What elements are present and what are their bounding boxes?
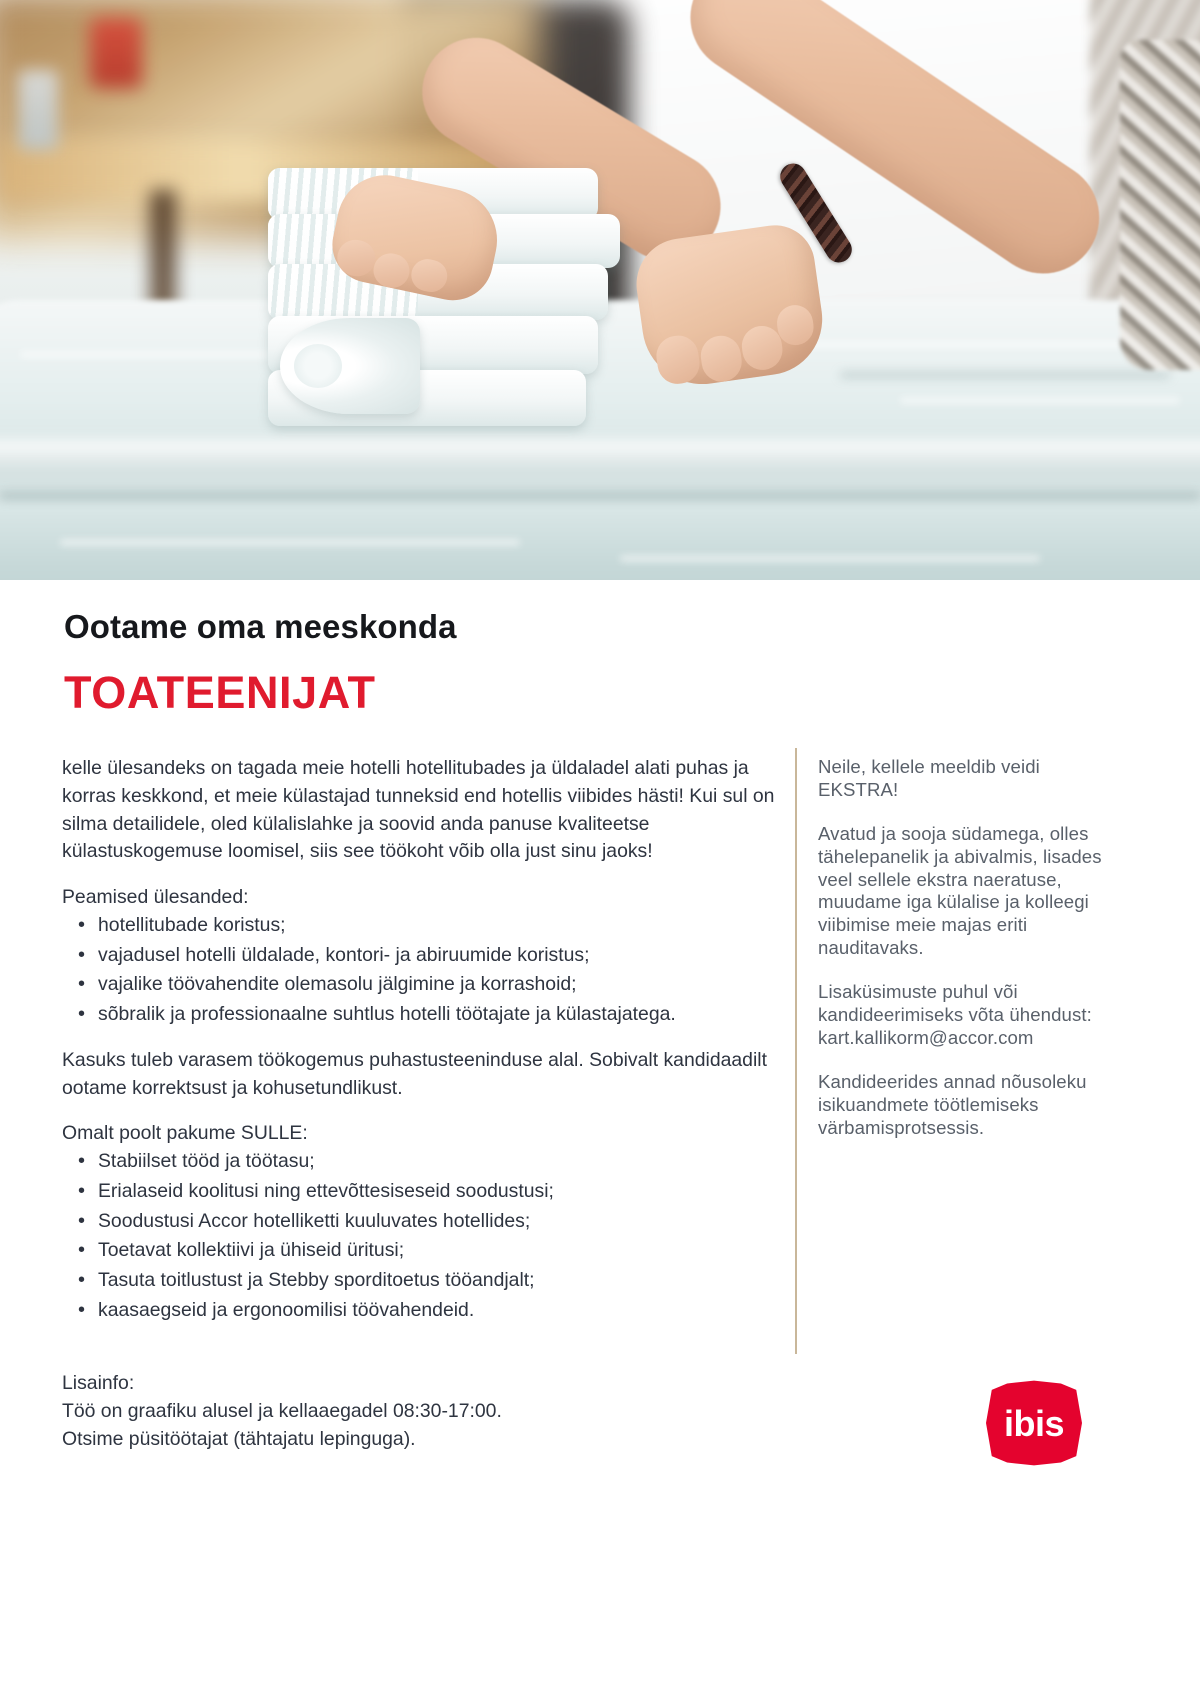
lisainfo-block xyxy=(62,1370,762,1453)
lisainfo-contract: Otsime püsitöötajat (tähtajatu lepinguga). xyxy=(62,1427,416,1450)
bed-shadow xyxy=(840,372,1170,378)
bed-wrinkle xyxy=(60,540,520,545)
lisainfo-heading: Lisainfo: xyxy=(62,1372,135,1394)
brand-name: ibis xyxy=(1003,1403,1064,1444)
duties-list xyxy=(62,912,780,1029)
list-item: • vajadusel hotelli üldalade, kontori- ja abiruumide koristus; xyxy=(62,942,780,970)
right-column xyxy=(818,756,1104,1161)
duties-heading: Peamised ülesanded: xyxy=(62,886,249,908)
experience-paragraph: Kasuks tuleb varasem töökogemus puhastusteeninduse alal. Sobivalt kandidaadilt ootame korrektsust ja kohusetundlikust. xyxy=(62,1048,767,1099)
bed-wrinkle xyxy=(620,556,1040,561)
bed-wrinkle xyxy=(900,398,1180,403)
offer-heading: Omalt poolt pakume SULLE: xyxy=(62,1122,308,1145)
list-item: • vajalike töövahendite olemasolu jälgimine ja korrashoid; xyxy=(62,971,780,999)
lamp xyxy=(90,18,142,88)
list-item: • Soodustusi Accor hotelliketti kuuluvates hotellides; xyxy=(62,1208,780,1236)
list-item: • Stabiilset tööd ja töötasu; xyxy=(62,1148,780,1176)
rolled-towel xyxy=(280,318,420,414)
bottle xyxy=(18,70,58,150)
list-item: • sõbralik ja professionaalne suhtlus hotelli töötajate ja külastajatega. xyxy=(62,1001,780,1029)
kicker-text: Ootame oma meeskonda xyxy=(64,608,457,645)
list-item: • kaasaegseid ja ergonoomilisi töövahendeid. xyxy=(62,1297,780,1325)
bed-wrinkle xyxy=(760,342,1160,347)
lisainfo-schedule: Töö on graafiku alusel ja kellaaegadel 08:30-17:00. xyxy=(62,1399,502,1422)
list-item: • Tasuta toitlustust ja Stebby sporditoetus tööandjalt; xyxy=(62,1267,780,1295)
contact-email[interactable]: kart.kallikorm@accor.com xyxy=(818,1026,1034,1048)
bed-shadow xyxy=(0,492,1200,500)
offer-list xyxy=(62,1148,780,1325)
list-item: • Erialaseid koolitusi ning ettevõttesiseseid soodustusi; xyxy=(62,1178,780,1206)
page-title: TOATEENIJAT xyxy=(64,667,376,718)
sleeve xyxy=(1120,40,1200,370)
consent-text: Kandideerides annad nõusoleku isikuandmete töötlemiseks värbamisprotsessis. xyxy=(818,1071,1087,1138)
extra-heading: Neile, kellele meeldib veidi EKSTRA! xyxy=(818,756,1040,800)
list-item: • hotellitubade koristus; xyxy=(62,912,780,940)
extra-body: Avatud ja sooja südamega, olles tähelepanelik ja abivalmis, lisades veel sellele ekstra naeratuse, muudame iga külalise ja kolleegi viibimise meie majas eriti nauditavaks. xyxy=(818,823,1102,958)
ibis-logo xyxy=(986,1377,1082,1469)
intro-paragraph: kelle ülesandeks on tagada meie hotelli hotellitubades ja üldaladel alati puhas ja korras keskkond, et meie külastajad tunneksid end hotellis viibides hästi! Kui sul on silma detailidele, oled külalislahke ja soovid anda panuse kvaliteetse külastuskogemuse loomisel, siis see töökoht võib olla just sinu jaoks! xyxy=(62,757,775,863)
bed-fold xyxy=(0,440,1200,476)
contact-block xyxy=(818,981,1104,1049)
list-item: • Toetavat kollektiivi ja ühiseid üritusi; xyxy=(62,1237,780,1265)
column-divider xyxy=(795,748,797,1354)
left-column xyxy=(62,755,780,1343)
contact-intro: Lisaküsimuste puhul või kandideerimiseks võta ühendust: xyxy=(818,981,1092,1026)
hero-image xyxy=(0,0,1200,580)
